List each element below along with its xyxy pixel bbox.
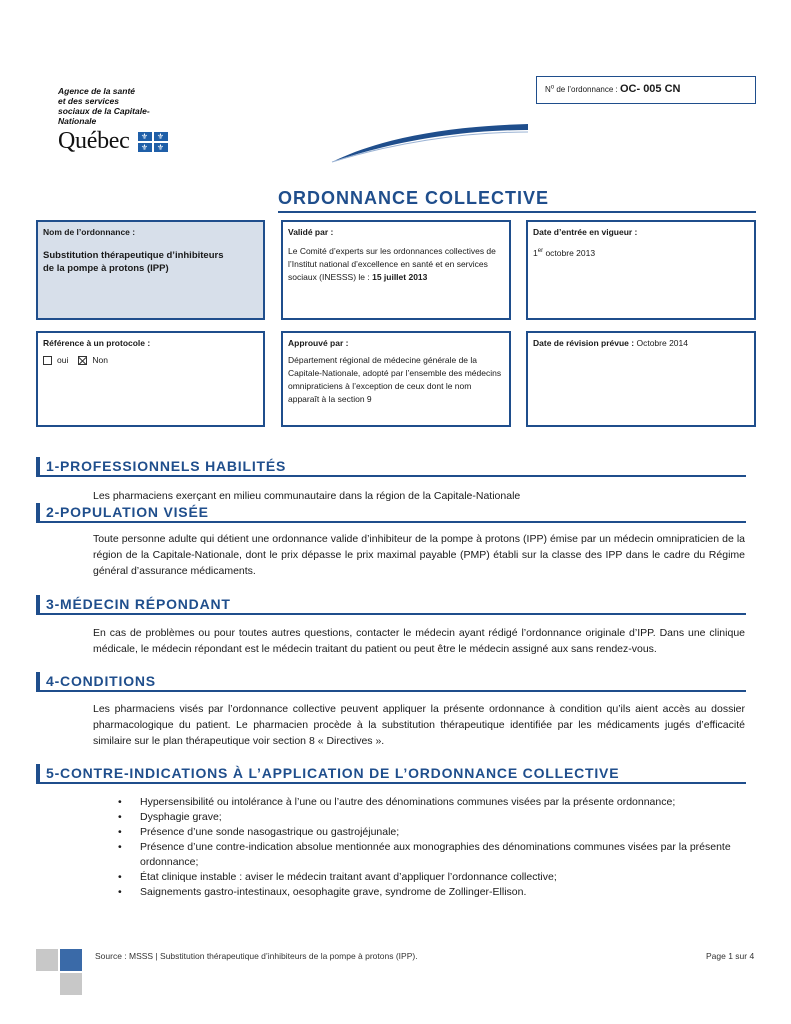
valide-box: Validé par : Le Comité d’experts sur les ordonnances collectives de l’Institut national d’excellence en santé et en services sociaux (INESSS) le : 15 juillet 2013 xyxy=(281,220,511,320)
footer-source: Source : MSSS | Substitution thérapeutique d’inhibiteurs de la pompe à protons (IPP). xyxy=(95,951,418,961)
list-item: • Saignements gastro-intestinaux, oesophagite grave, syndrome de Zollinger-Ellison. xyxy=(118,886,527,898)
footer-square xyxy=(60,949,82,971)
section-heading: 2-POPULATION VISÉE xyxy=(36,503,746,523)
footer-square xyxy=(36,949,58,971)
nom-box: Nom de l’ordonnance : Substitution thérapeutique d’inhibiteurs de la pompe à protons (IPP) xyxy=(36,220,265,320)
footer-square xyxy=(60,973,82,995)
oui-checkbox[interactable] xyxy=(43,356,52,365)
document-title: ORDONNANCE COLLECTIVE xyxy=(278,188,550,208)
non-checkbox[interactable] xyxy=(78,356,87,365)
section-text: Les pharmaciens exerçant en milieu communautaire dans la région de la Capitale-Nationale xyxy=(93,490,521,502)
fleur-de-lis-flag-icon: ⚜ ⚜ ⚜ ⚜ xyxy=(138,132,168,152)
entree-box: Date d’entrée en vigueur : 1er octobre 2013 xyxy=(526,220,756,320)
section-text: En cas de problèmes ou pour toutes autres questions, contacter le médecin ayant rédigé l’ordonnance originale d’IPP. Dans une clinique médicale, le médecin répondant est le médecin traitant du patient ou peut être le médecin assigné aux sans rendez-vous. xyxy=(93,627,745,655)
revision-box: Date de révision prévue : Octobre 2014 xyxy=(526,331,756,427)
list-item: • Présence d’une sonde nasogastrique ou gastrojéjunale; xyxy=(118,826,400,838)
agency-logo xyxy=(58,86,228,155)
ordonnance-number-box: $N^o$ de l’ordonnance : OC- 005 CN xyxy=(536,76,756,104)
title-rule xyxy=(278,211,756,213)
section-text: Les pharmaciens visés par l’ordonnance collective peuvent appliquer la présente ordonnance à condition qu’ils aient accès au dossier pharmacologique du patient. Le pharmacien procède à la substitution thérapeutique identifiée par les médicaments jugés d’efficacité similaire sur le plan thérapeutique voir section 8 « Directives ». xyxy=(93,703,745,747)
contraindication-list xyxy=(118,795,748,900)
list-item: • Présence d’une contre-indication absolue mentionnée aux monographies des dénominations communes visées par la présente ordonnance; xyxy=(118,841,731,868)
list-item: • Hypersensibilité ou intolérance à l’une ou l’autre des dénominations communes visées par la présente ordonnance; xyxy=(118,796,676,808)
reference-box: Référence à un protocole : oui Non xyxy=(36,331,265,427)
quebec-wordmark: Québec xyxy=(58,128,130,154)
section-heading: 4-CONDITIONS xyxy=(36,672,746,692)
approuve-box: Approuvé par : Département régional de médecine générale de la Capitale-Nationale, adopté par l’ensemble des médecins omnipraticiens à l’exception de ceux dont le nom apparaît à la section 9 xyxy=(281,331,511,427)
section-heading: 3-MÉDECIN RÉPONDANT xyxy=(36,595,746,615)
list-item: • État clinique instable : aviser le médecin traitant avant d’appliquer l’ordonnance collective; xyxy=(118,871,557,883)
ordonnance-name: Substitution thérapeutique d’inhibiteurs de la pompe à protons (IPP) xyxy=(43,250,224,274)
list-item: • Dysphagie grave; xyxy=(118,811,222,823)
agency-name: Agence de la santé et des services sociaux de la Capitale- Nationale xyxy=(58,86,150,126)
header-swoosh xyxy=(330,118,530,164)
section-heading: 1-PROFESSIONNELS HABILITÉS xyxy=(36,457,746,477)
page-number: Page 1 sur 4 xyxy=(706,951,755,961)
section-text: Toute personne adulte qui détient une ordonnance valide d’inhibiteur de la pompe à protons (IPP) émise par un médecin omnipraticien de la région de la Capitale-Nationale, dont le prix dépasse le prix maximal payable (PMP) établi sur la classe des IPP dans le cadre du Régime général d’assurance médicaments. xyxy=(93,533,745,577)
section-heading: 5-CONTRE-INDICATIONS À L’APPLICATION DE L’ORDONNANCE COLLECTIVE xyxy=(36,764,746,784)
ordonnance-number: OC- 005 CN xyxy=(619,83,681,95)
